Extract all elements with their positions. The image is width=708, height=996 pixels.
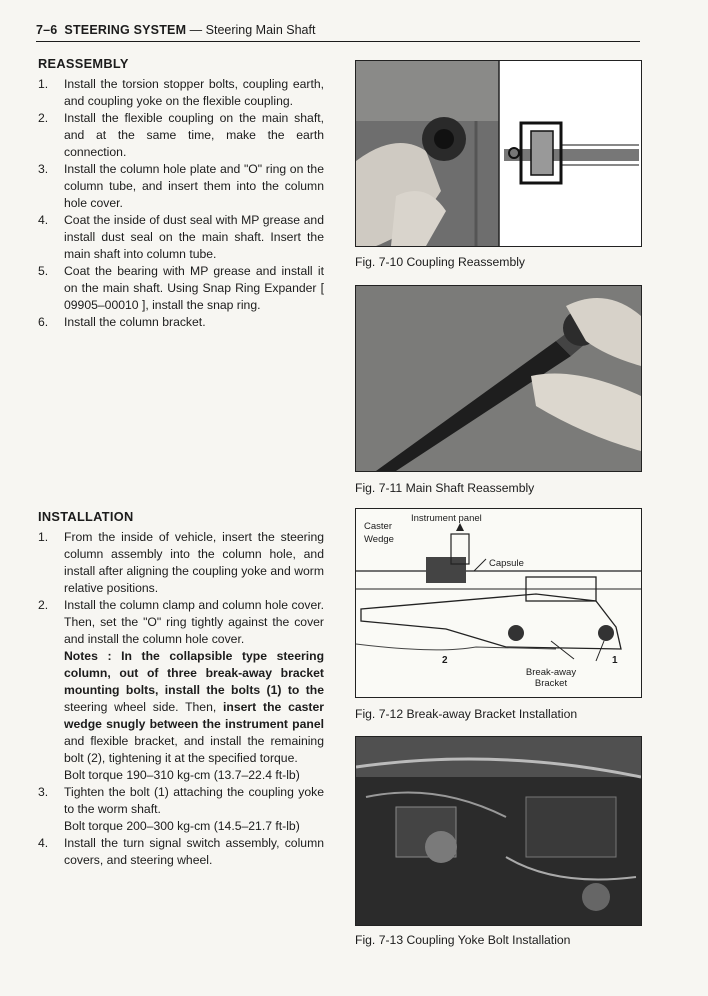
diagram-label-capsule: Capsule — [489, 558, 524, 569]
installation-note: Notes : In the collapsible type steering column, out of three break-away bracket mounting bolts, install the bolts (1) to the steering wheel side. Then, insert the caster wedge snugly between the instrument panel and flexible bracket, and install the remaining bolt (2), tightening it at the specified torque. — [64, 649, 325, 765]
installation-title: INSTALLATION — [38, 509, 134, 524]
fig-7-12-caption: Fig. 7-12 Break-away Bracket Installation — [355, 707, 578, 721]
installation-step: 3. Tighten the bolt (1) attaching the coupling yoke to the worm shaft. Bolt torque 200–300 kg-cm (14.5–21.7 ft-lb) — [38, 785, 324, 833]
fig-7-13-caption: Fig. 7-13 Coupling Yoke Bolt Installation — [355, 933, 571, 947]
reassembly-step: 2. Install the flexible coupling on the main shaft, and at the same time, make the earth connection. — [38, 111, 324, 159]
fig-7-13-image — [355, 736, 642, 926]
installation-steps — [38, 529, 324, 869]
diagram-label-wedge: Wedge — [364, 534, 394, 545]
reassembly-step: 6. Install the column bracket. — [38, 315, 206, 329]
section-number: 7–6 — [36, 23, 58, 37]
diagram-label-breakaway: Break-away Bracket — [525, 667, 577, 689]
chapter-title: STEERING SYSTEM — [64, 23, 187, 37]
page-header: 7–6 STEERING SYSTEM — Steering Main Shaft — [36, 22, 640, 42]
reassembly-step: 1. Install the torsion stopper bolts, coupling earth, and coupling yoke on the flexible coupling. — [38, 77, 324, 108]
diagram-label-caster: Caster — [364, 521, 392, 532]
diagram-label-bolt-1: 1 — [612, 655, 618, 666]
reassembly-step: 4. Coat the inside of dust seal with MP grease and install dust seal on the main shaft. Insert the main shaft into column tube. — [38, 213, 324, 261]
installation-step: 2. Install the column clamp and column hole cover. Then, set the "O" ring tightly against the cover and install the column hole cover. Notes : In the collapsible type steering column, out of three break-away bracket mounting bolts, install the bolts (1) to the steering wheel side. Then, insert the caster wedge snugly between the instrument panel and flexible bracket, and install the remaining bolt (2), tightening it at the specified torque. Bolt torque 190–310 kg-cm (13.7–22.4 ft-lb) — [38, 598, 325, 782]
installation-step: 1. From the inside of vehicle, insert the steering column assembly into the column hole, and install after aligning the coupling yoke and worm relative positions. — [38, 530, 324, 595]
torque-spec-2: Bolt torque 200–300 kg-cm (14.5–21.7 ft-lb) — [64, 819, 300, 833]
diagram-label-bolt-2: 2 — [442, 655, 448, 666]
installation-section — [38, 508, 324, 869]
reassembly-steps — [38, 76, 324, 331]
torque-spec-1: Bolt torque 190–310 kg-cm (13.7–22.4 ft-lb) — [64, 768, 300, 782]
diagram-label-instrument-panel: Instrument panel — [411, 513, 482, 524]
fig-7-10-image — [355, 60, 642, 247]
reassembly-step: 5. Coat the bearing with MP grease and install it on the main shaft. Using Snap Ring Expander [ 09905–00010 ], install the snap ring. — [38, 264, 324, 312]
fig-7-11-image — [355, 285, 642, 472]
page-subtitle: Steering Main Shaft — [205, 23, 316, 37]
installation-step: 4. Install the turn signal switch assembly, column covers, and steering wheel. — [38, 836, 324, 867]
fig-7-12-diagram — [355, 508, 642, 698]
reassembly-step: 3. Install the column hole plate and "O" ring on the column tube, and insert them into the column hole cover. — [38, 162, 324, 210]
fig-7-10-caption: Fig. 7-10 Coupling Reassembly — [355, 255, 526, 269]
reassembly-section — [38, 55, 324, 331]
fig-7-11-caption: Fig. 7-11 Main Shaft Reassembly — [355, 481, 535, 495]
reassembly-title: REASSEMBLY — [38, 56, 129, 71]
